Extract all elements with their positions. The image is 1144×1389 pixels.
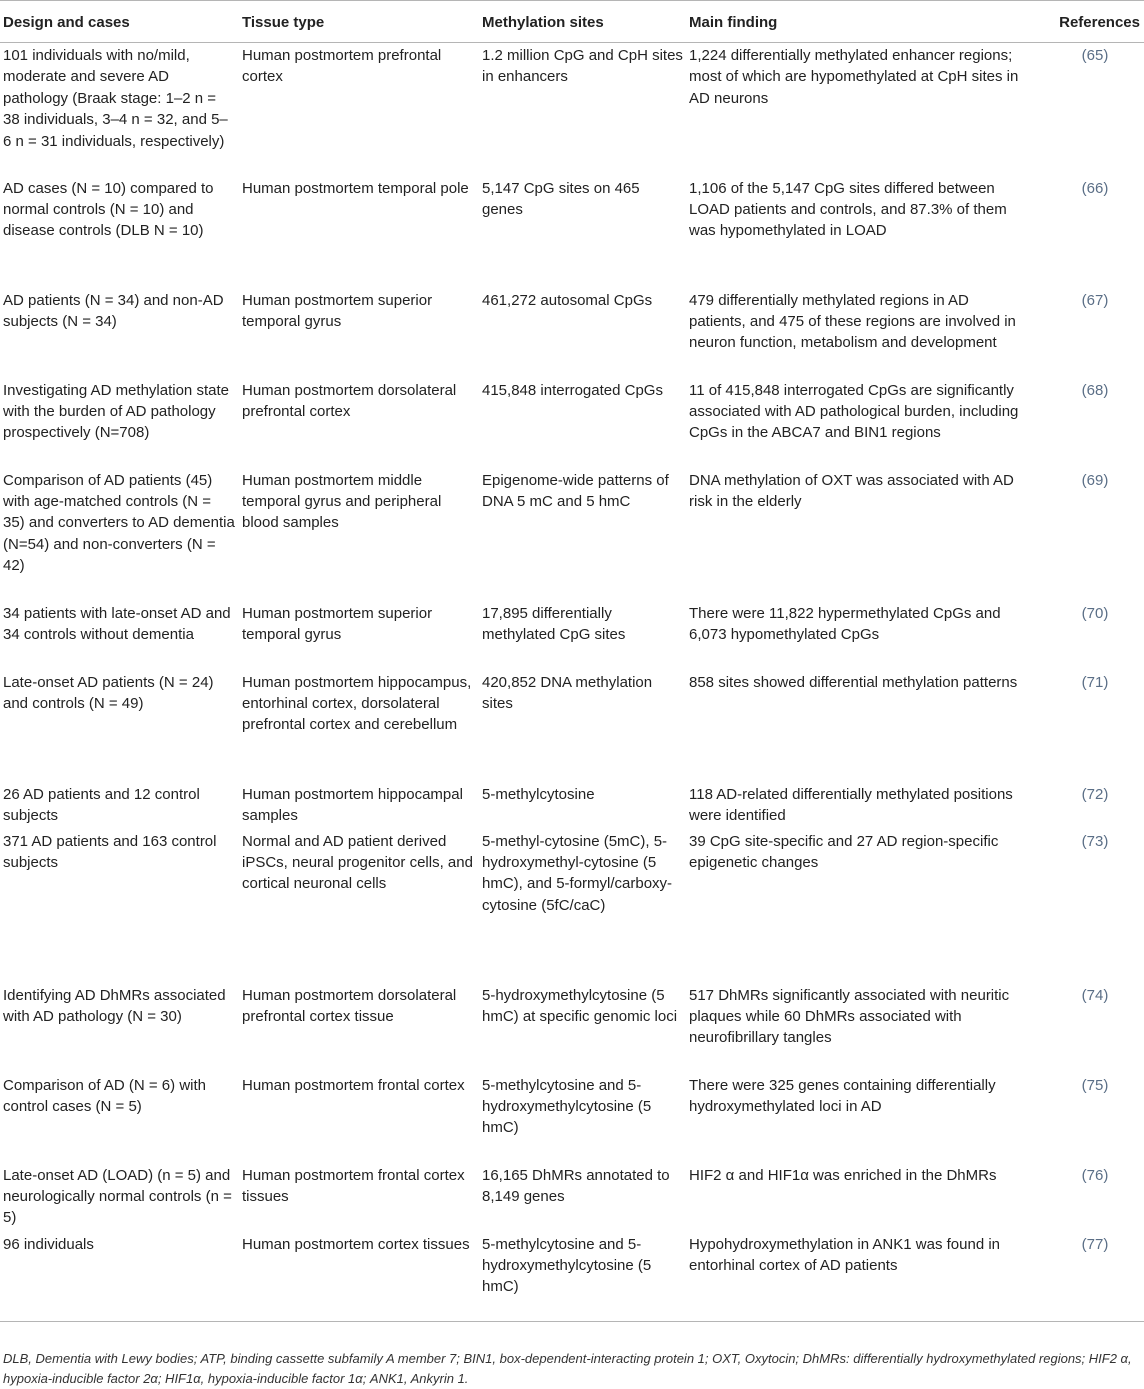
cell-design-and-cases: 96 individuals [0, 1232, 242, 1322]
header-main-finding: Main finding [689, 1, 1032, 43]
cell-methylation-sites: 17,895 differentially methylated CpG sites [482, 604, 626, 643]
cell-methylation-sites: 5-methyl-cytosine (5mC), 5-hydroxymethyl-cytosine (5 hmC), and 5-formyl/carboxy-cytosine (5fC/caC) [482, 832, 673, 914]
cell-methylation-sites: 415,848 interrogated CpGs [482, 381, 663, 399]
cell-methylation-sites: 420,852 DNA methylation sites [482, 673, 653, 712]
cell-reference-link[interactable]: (72) [1081, 785, 1109, 803]
table-row [0, 43, 1144, 176]
cell-tissue-type: Normal and AD patient derived iPSCs, neural progenitor cells, and cortical neuronal cells [242, 832, 473, 893]
cell-reference-link[interactable]: (74) [1081, 986, 1109, 1004]
header-methylation-sites: Methylation sites [482, 1, 689, 43]
cell-reference-link[interactable]: (69) [1081, 471, 1109, 489]
cell-reference-link[interactable]: (68) [1081, 381, 1109, 399]
header-references: References [1032, 1, 1144, 43]
header-tissue-type: Tissue type [242, 1, 482, 43]
table-row [0, 1073, 1144, 1163]
cell-tissue-type: Human postmortem cortex tissues [242, 1232, 482, 1322]
cell-tissue-type: Human postmortem temporal pole [242, 179, 469, 197]
cell-design-and-cases: 26 AD patients and 12 control subjects [3, 785, 200, 824]
cell-main-finding: Hypohydroxymethylation in ANK1 was found in entorhinal cortex of AD patients [689, 1232, 1032, 1322]
cell-tissue-type: Human postmortem superior temporal gyrus [242, 291, 433, 330]
cell-design-and-cases: 101 individuals with no/mild, moderate and severe AD pathology (Braak stage: 1–2 n = 38 individuals, 3–4 n = 32, and 5–6 n = 31 individuals, respectively) [3, 47, 228, 150]
table-row [0, 176, 1144, 288]
cell-main-finding: DNA methylation of OXT was associated with AD risk in the elderly [689, 471, 1014, 510]
cell-methylation-sites: Epigenome-wide patterns of DNA 5 mC and 5 hmC [482, 471, 669, 510]
cell-reference-link[interactable]: (65) [1081, 47, 1109, 64]
table-row [0, 782, 1144, 829]
cell-reference-link[interactable]: (67) [1081, 291, 1109, 309]
cell-methylation-sites: 5,147 CpG sites on 465 genes [482, 179, 640, 218]
cell-design-and-cases: Late-onset AD (LOAD) (n = 5) and neurologically normal controls (n = 5) [3, 1166, 232, 1227]
cell-reference-link[interactable]: (71) [1081, 673, 1109, 691]
cell-tissue-type: Human postmortem hippocampal samples [242, 785, 463, 824]
cell-methylation-sites: 1.2 million CpG and CpH sites in enhancers [482, 47, 683, 86]
cell-main-finding: 1,224 differentially methylated enhancer regions; most of which are hypomethylated at CpH sites in AD neurons [689, 47, 1019, 107]
cell-main-finding: There were 11,822 hypermethylated CpGs and 6,073 hypomethylated CpGs [689, 604, 1001, 643]
cell-methylation-sites: 5-methylcytosine [482, 785, 595, 803]
table-row [0, 288, 1144, 378]
cell-design-and-cases: Late-onset AD patients (N = 24) and controls (N = 49) [3, 673, 214, 712]
cell-reference-link[interactable]: (70) [1081, 604, 1109, 622]
cell-main-finding: 517 DhMRs significantly associated with neuritic plaques while 60 DhMRs associated with neurofibrillary tangles [689, 986, 1010, 1047]
cell-main-finding: There were 325 genes containing differentially hydroxymethylated loci in AD [689, 1076, 996, 1115]
cell-tissue-type: Human postmortem frontal cortex tissues [242, 1166, 465, 1205]
cell-tissue-type: Human postmortem dorsolateral prefrontal cortex tissue [242, 986, 457, 1025]
cell-design-and-cases: 371 AD patients and 163 control subjects [3, 832, 217, 871]
cell-tissue-type: Human postmortem superior temporal gyrus [242, 604, 433, 643]
cell-tissue-type: Human postmortem prefrontal cortex [242, 47, 442, 86]
cell-main-finding: HIF2 α and HIF1α was enriched in the DhMRs [689, 1166, 997, 1184]
table-row [0, 468, 1144, 601]
table-body [0, 43, 1144, 1322]
cell-design-and-cases: AD cases (N = 10) compared to normal controls (N = 10) and disease controls (DLB N = 10) [3, 179, 214, 240]
cell-reference-link[interactable]: (66) [1081, 179, 1109, 197]
cell-tissue-type: Human postmortem hippocampus, entorhinal cortex, dorsolateral prefrontal cortex and cerebellum [242, 673, 472, 734]
table-row [0, 670, 1144, 782]
header-row [0, 1, 1144, 43]
cell-tissue-type: Human postmortem dorsolateral prefrontal cortex [242, 381, 457, 420]
cell-main-finding: 479 differentially methylated regions in AD patients, and 475 of these regions are involved in neuron function, metabolism and development [689, 291, 1016, 352]
cell-design-and-cases: Identifying AD DhMRs associated with AD pathology (N = 30) [3, 986, 226, 1025]
cell-reference-link[interactable]: (76) [1081, 1166, 1109, 1184]
cell-design-and-cases: AD patients (N = 34) and non-AD subjects (N = 34) [3, 291, 224, 330]
table-footnote: DLB, Dementia with Lewy bodies; ATP, binding cassette subfamily A member 7; BIN1, box-dependent-interacting protein 1; OXT, Oxytocin; DhMRs: differentially hydroxymethylated regions; HIF2 α, hypoxia-inducible factor 2α; HIF1α, hypoxia-inducible factor 1α; ANK1, Ankyrin 1. [3, 1351, 1132, 1386]
table-row [0, 983, 1144, 1073]
cell-main-finding: 39 CpG site-specific and 27 AD region-specific epigenetic changes [689, 832, 999, 871]
table-row [0, 601, 1144, 670]
cell-methylation-sites: 5-methylcytosine and 5-hydroxymethylcytosine (5 hmC) [482, 1076, 652, 1137]
cell-reference-link[interactable]: (77) [1032, 1232, 1144, 1322]
table-row [0, 378, 1144, 468]
cell-design-and-cases: Comparison of AD patients (45) with age-matched controls (N = 35) and converters to AD dementia (N=54) and non-converters (N = 42) [3, 471, 235, 575]
table-row [0, 829, 1144, 983]
cell-reference-link[interactable]: (75) [1081, 1076, 1109, 1094]
table-row [0, 1232, 1144, 1322]
cell-methylation-sites: 5-methylcytosine and 5-hydroxymethylcytosine (5 hmC) [482, 1232, 689, 1322]
cell-reference-link[interactable]: (73) [1081, 832, 1109, 850]
cell-design-and-cases: Investigating AD methylation state with the burden of AD pathology prospectively (N=708) [3, 381, 229, 442]
header-design-and-cases: Design and cases [0, 1, 242, 43]
cell-methylation-sites: 5-hydroxymethylcytosine (5 hmC) at specific genomic loci [482, 986, 678, 1025]
table-row [0, 1163, 1144, 1232]
cell-design-and-cases: Comparison of AD (N = 6) with control cases (N = 5) [3, 1076, 206, 1115]
cell-main-finding: 858 sites showed differential methylation patterns [689, 673, 1018, 691]
cell-methylation-sites: 16,165 DhMRs annotated to 8,149 genes [482, 1166, 670, 1205]
cell-main-finding: 1,106 of the 5,147 CpG sites differed between LOAD patients and controls, and 87.3% of them was hypomethylated in LOAD [689, 179, 1007, 240]
cell-design-and-cases: 34 patients with late-onset AD and 34 controls without dementia [3, 604, 231, 643]
table-header [0, 1, 1144, 43]
cell-main-finding: 11 of 415,848 interrogated CpGs are significantly associated with AD pathological burden, including CpGs in the ABCA7 and BIN1 regions [689, 381, 1019, 442]
cell-methylation-sites: 461,272 autosomal CpGs [482, 291, 653, 309]
cell-tissue-type: Human postmortem frontal cortex [242, 1076, 465, 1094]
cell-tissue-type: Human postmortem middle temporal gyrus and peripheral blood samples [242, 471, 442, 532]
cell-main-finding: 118 AD-related differentially methylated positions were identified [689, 785, 1013, 824]
